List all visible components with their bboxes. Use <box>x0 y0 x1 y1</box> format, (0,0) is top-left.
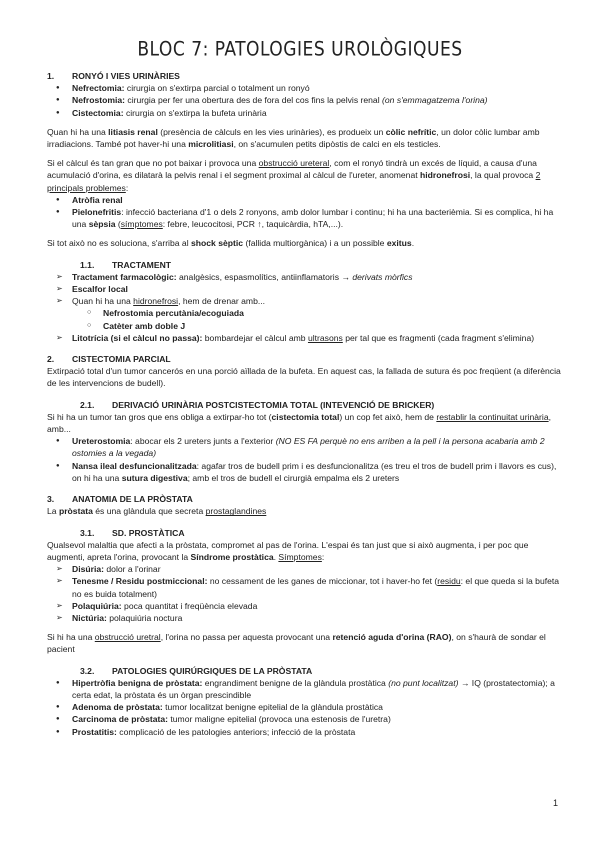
list-item: ➢ Tractament farmacològic: analgèsics, espasmolítics, antiinflamatoris → derivats mòrfics <box>47 271 562 283</box>
problems-list <box>47 194 562 231</box>
list-item: ○ Nefrostomia percutània/ecoguiada <box>47 307 562 319</box>
list-item: ➢ Escalfor local <box>47 283 562 295</box>
list-item: ● Nansa ileal desfuncionalitzada: agafar tros de budell prim i es desfuncionalitza (es treu el tros de budell prim i llavors es cus), on hi ha una sutura digestiva; amb el tros de budell el cirurgià empalma els 2 ureters <box>47 460 562 484</box>
list-item: ➢ Quan hi ha una hidronefrosi, hem de drenar amb... <box>47 295 562 307</box>
list-item: ● Prostatitis: complicació de les patologies anteriors; infecció de la pròstata <box>47 726 562 738</box>
list-item: ➢ Polaquiúria: poca quantitat i freqüència elevada <box>47 600 562 612</box>
paragraph-hidronefrosi: Si el càlcul és tan gran que no pot baixar i provoca una obstrucció ureteral, com el ronyó tindrà un excés de líquid, a causa d'una acumulació d'orina, es dilatarà la pelvis renal i el segment proximal al càlcul de l'ureter, anomenat hidronefrosi, la qual provoca 2 principals problemes: <box>47 158 541 193</box>
list-item: ● Nefrectomia: cirurgia on s'extirpa parcial o totalment un ronyó <box>47 82 562 94</box>
section-title: RONYÓ I VIES URINÀRIES <box>72 71 180 81</box>
list-item: ● Atròfia renal <box>47 194 562 206</box>
paragraph-shock: Si tot això no es soluciona, s'arriba al shock sèptic (fallida multiorgànica) i a un possible exitus. <box>47 238 415 249</box>
list-item: ● Hipertròfia benigna de pròstata: engrandiment benigne de la glàndula prostàtica (no punt localitzat) → IQ (prostatectomia); a certa edat, la pròstata és un òrgan prescindible <box>47 677 562 701</box>
list-item: ● Cistectomia: cirurgia on s'extirpa la bufeta urinària <box>47 107 562 119</box>
paragraph-prostata: La pròstata és una glàndula que secreta prostaglandines <box>47 506 267 517</box>
subsection-3-2-heading: 3.2. PATOLOGIES QUIRÚRGIQUES DE LA PRÒSTATA <box>80 665 313 676</box>
symptoms-list <box>47 563 562 624</box>
derivation-list <box>47 435 562 484</box>
list-item: ● Carcinoma de pròstata: tumor maligne epitelial (provoca una estenosis de l'uretra) <box>47 713 562 725</box>
list-item: ● Pielonefritis: infecció bacteriana d'1 o dels 2 ronyons, amb dolor lumbar i continu; hi ha una bacterièmia. Si es complica, hi ha una sèpsia (símptomes: febre, leucocitosi, PCR ↑, taquicàrdia, hTA,...). <box>47 206 562 230</box>
section-number: 1. <box>47 71 55 81</box>
paragraph-rao: Si hi ha una obstrucció uretral, l'orina no passa per aquesta provocant una retenció aguda d'orina (RAO), on s'haurà de sondar el pacient <box>47 632 546 655</box>
definitions-list <box>47 82 562 119</box>
section-1-heading <box>47 70 562 82</box>
subsection-2-1-heading: 2.1. DERIVACIÓ URINÀRIA POSTCISTECTOMIA TOTAL (INTEVENCIÓ DE BRICKER) <box>80 399 435 410</box>
paragraph-cistectomia: Extirpació total d'un tumor cancerós en una porció aïllada de la bufeta. En aquest cas, la fallada de sutura és poc freqüent (a diferència de les intervencions de budell). <box>47 366 561 389</box>
list-item: ● Nefrostomia: cirurgia per fer una obertura des de fora del cos fins la pelvis renal (on s'emmagatzema l'orina) <box>47 94 562 106</box>
subsection-3-1-heading: 3.1. SD. PROSTÀTICA <box>80 527 185 538</box>
list-item: ○ Catèter amb doble J <box>47 320 562 332</box>
paragraph-litiasis: Quan hi ha una litiasis renal (presència de càlculs en les vies urinàries), es produeix un còlic nefrític, un dolor còlic lumbar amb irradiacions. També pot haver-hi una microlitiasi, on s'acumulen petits dipòstis de calci en els testicles. <box>47 126 540 150</box>
list-item: ➢ Tenesme / Residu postmiccional: no cessament de les ganes de miccionar, tot i haver-ho fet (residu: el que queda si la bufeta no es buida totalment) <box>47 575 562 599</box>
treatment-list <box>47 271 562 344</box>
section-3-heading: 3. ANATOMIA DE LA PRÒSTATA <box>47 494 193 505</box>
paragraph-bricker: Si hi ha un tumor tan gros que ens obliga a extirpar-ho tot (cistectomia total) un cop fet això, hem de restablir la continuitat urinària, amb... <box>47 411 551 435</box>
list-item: ➢ Litotrícia (si el càlcul no passa): bombardejar el càlcul amb ultrasons per tal que es fragmenti (cada fragment s'elimina) <box>47 332 562 344</box>
document-body <box>47 70 562 738</box>
list-item: ● Ureterostomia: abocar els 2 ureters junts a l'exterior (NO ES FA perquè no ens arriben a la pell i la persona acabaria amb 2 ostomies a la vegada) <box>47 435 562 459</box>
paragraph-sd-prostatica: Qualsevol malaltia que afecti a la pròstata, compromet al pas de l'orina. L'espai és tan just que si això augmenta, i per poc que augmenti, apreta l'orina, provocant la Síndrome prostàtica. Símptomes: <box>47 539 529 562</box>
page-number: 1 <box>552 798 558 808</box>
list-item: ➢ Nictúria: polaquiúria noctura <box>47 612 562 624</box>
list-item: ➢ Disúria: dolor a l'orinar <box>47 563 562 575</box>
surgical-pathologies-list <box>47 677 562 738</box>
subsection-1-1-heading: 1.1. TRACTAMENT <box>80 259 172 270</box>
page-title: BLOC 7: PATOLOGIES UROLÒGIQUES <box>137 37 463 61</box>
section-2-heading: 2. CISTECTOMIA PARCIAL <box>47 354 171 365</box>
list-item: ● Adenoma de pròstata: tumor localitzat benigne epitelial de la glàndula prostàtica <box>47 701 562 713</box>
